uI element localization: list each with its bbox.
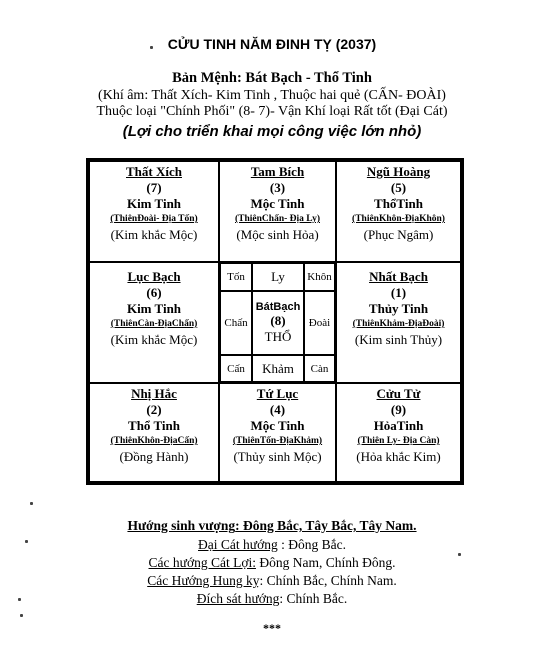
footer-label: Hướng sinh vượng [127,518,236,533]
cell-combo: (ThiênKhôn-ĐịaCấn) [110,436,198,446]
cell-name: Nhất Bạch [369,269,428,284]
cell-combo: (ThiênĐoài- Địa Tốn) [110,214,198,224]
direction-kham: Khảm [252,355,304,382]
cell-star: ThổTinh [374,196,423,211]
footer-label: Các Hướng Hung kỵ [147,573,260,588]
cell-name: Lục Bạch [127,269,181,284]
scan-speck [25,540,28,543]
cell-relation: (Đồng Hành) [119,449,189,464]
cell-number: (7) [146,180,162,195]
cell-number: (9) [390,402,407,417]
center-palace [219,262,336,383]
cell-combo: (Thiên Ly- Địa Càn) [357,436,440,446]
cell-star: HỏaTinh [373,418,424,433]
grid-cell-nhat-bach [336,262,461,383]
grid-cell-luc-bach [89,262,219,383]
cell-name: Tam Bích [250,164,305,179]
center-star-box [252,291,304,355]
footer-line-hung-ky [0,573,544,589]
scan-speck [18,598,21,601]
scan-speck [150,46,153,49]
center-element: THỔ [264,329,292,344]
footer-value: : Đông Bắc, Tây Bắc, Tây Nam. [235,518,417,533]
footer-line-dai-cat [0,537,544,553]
direction-ly: Ly [252,263,304,291]
cell-combo: (ThiênKhảm-ĐịaĐoài) [352,319,445,329]
footer-line-cat-loi [0,555,544,571]
cell-star: Mộc Tinh [250,418,305,433]
cell-name: Thất Xích [126,164,182,179]
cell-relation: (Thủy sinh Mộc) [233,449,322,464]
khi-am-line: (Khí âm: Thất Xích- Kim Tinh , Thuộc hai quẻ (CẤN- ĐOÀI) [98,88,446,103]
footer-value: Đông Nam, Chính Đông. [255,555,396,570]
cell-relation: (Kim sinh Thủy) [354,332,443,347]
cell-relation: (Hỏa khắc Kim) [356,449,441,464]
cell-relation: (Phục Ngâm) [363,227,434,242]
footer-label: Đích sát hướng [196,591,280,606]
direction-chan: Chấn [220,291,252,355]
cell-name: Nhị Hắc [131,386,177,401]
cell-star: Thủy Tinh [368,301,429,316]
footer-line-dich-sat [0,591,544,607]
direction-ton: Tốn [220,263,252,291]
footer-value: : Đông Bắc. [277,537,346,552]
footer-value: : Chính Bắc, Chính Nam. [259,573,397,588]
cuu-tinh-grid [86,158,464,485]
center-number: (8) [270,313,286,328]
direction-can: Càn [304,355,335,382]
cell-relation: (Kim khắc Mộc) [110,227,198,242]
grid-cell-ngu-hoang [336,161,461,262]
cell-number: (2) [146,402,162,417]
cell-number: (4) [269,402,286,417]
grid-cell-tam-bich [219,161,336,262]
footer-line-sinh-vuong [0,518,544,534]
direction-khon: Khôn [304,263,335,291]
cell-number: (5) [390,180,407,195]
cell-number: (6) [146,285,162,300]
cell-star: Kim Tinh [126,196,182,211]
scan-speck [30,502,33,505]
cell-combo: (ThiênCàn-ĐịaChấn) [110,319,198,329]
footer-stars: *** [263,621,281,635]
cell-name: Cửu Tử [376,386,421,401]
footer-label: Đại Cát hướng [198,537,278,552]
cell-relation: (Kim khắc Mộc) [110,332,198,347]
grid-cell-cuu-tu [336,383,461,482]
ban-menh-line: Bản Mệnh: Bát Bạch - Thổ Tinh [172,70,372,86]
center-star: BátBạch [255,301,301,313]
footer-label: Các hướng Cát Lợi: [148,555,256,570]
cell-combo: (ThiênKhôn-ĐịaKhôn) [352,214,445,224]
cell-combo: (ThiênChấn- Địa Ly) [235,214,320,224]
cell-star: Thổ Tinh [128,418,180,433]
cell-relation: (Mộc sinh Hỏa) [236,227,319,242]
scan-speck [20,614,23,617]
cell-combo: (ThiênTốn-ĐịaKhảm) [232,436,323,446]
cell-star: Kim Tinh [126,301,182,316]
grid-cell-tu-luc [219,383,336,482]
loi-cho-line: (Lợi cho triển khai mọi công việc lớn nhỏ) [122,123,422,140]
cell-name: Tứ Lục [256,386,299,401]
page-title: CỬU TINH NĂM ĐINH TỴ (2037) [167,36,377,52]
direction-doai: Đoài [304,291,335,355]
footer-value: : Chính Bắc. [279,591,348,606]
thuoc-loai-line: Thuộc loại "Chính Phối" (8- 7)- Vận Khí loại Rất tốt (Đại Cát) [96,104,448,119]
cell-star: Mộc Tinh [250,196,305,211]
grid-cell-nhi-hac [89,383,219,482]
grid-cell-that-xich [89,161,219,262]
cell-name: Ngũ Hoàng [366,164,431,179]
cell-number: (3) [269,180,286,195]
cell-number: (1) [390,285,407,300]
scan-speck [458,553,461,556]
direction-can-corner: Cấn [220,355,252,382]
